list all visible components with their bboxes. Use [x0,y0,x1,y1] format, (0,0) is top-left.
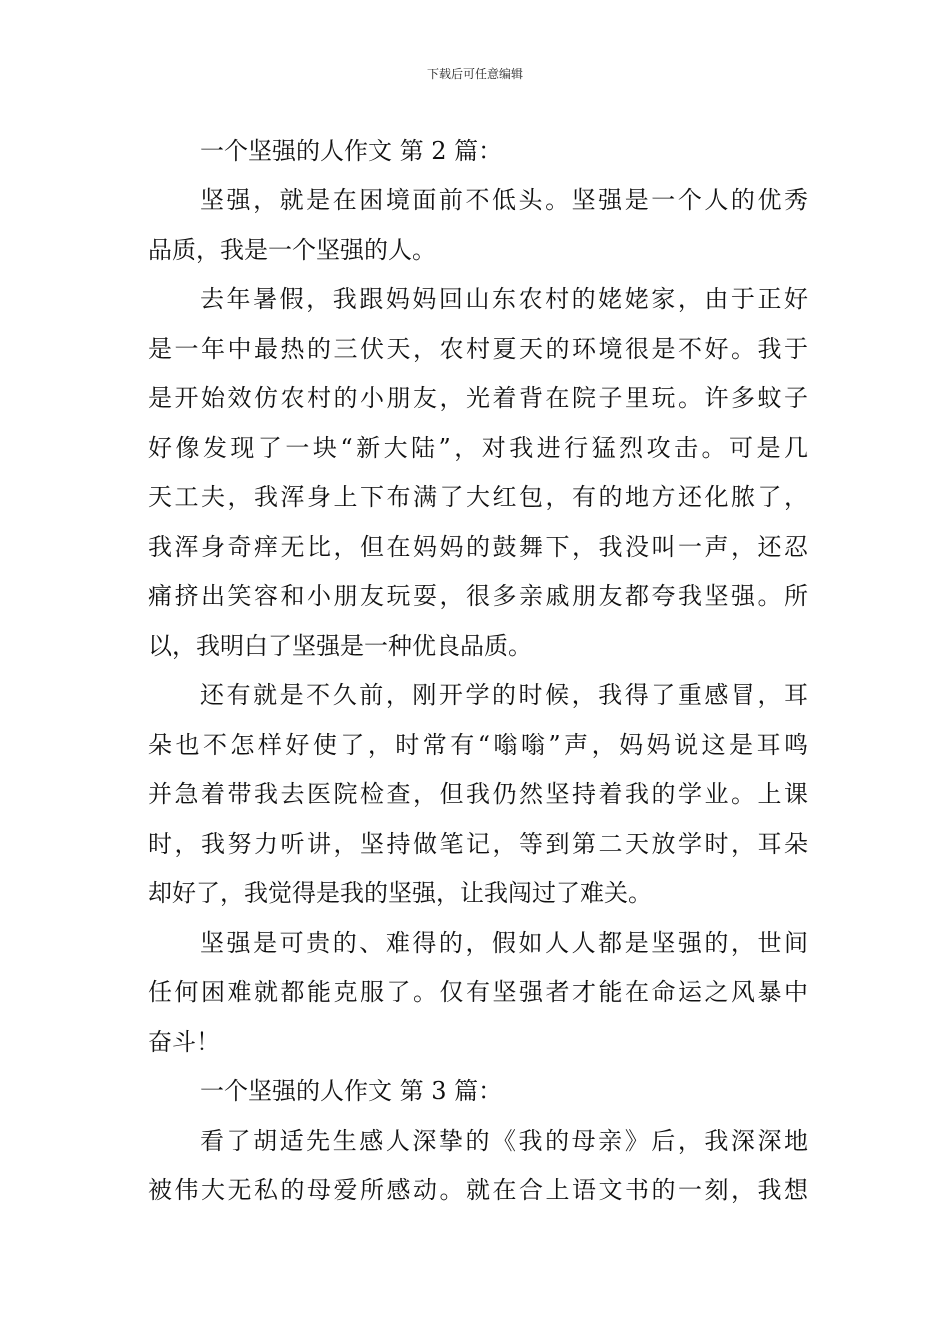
text-line: 奋斗！ [148,1028,220,1056]
text-line: 坚强是可贵的、难得的，假如人人都是坚强的，世间 [200,929,808,957]
text-line: 坚强，就是在困境面前不低头。坚强是一个人的优秀 [200,186,808,214]
text-line: 痛挤出笑容和小朋友玩耍，很多亲戚朋友都夸我坚强。所 [148,582,808,610]
text-line: 去年暑假，我跟妈妈回山东农村的姥姥家，由于正好 [200,285,808,313]
text-line: 我浑身奇痒无比，但在妈妈的鼓舞下，我没叫一声，还忍 [148,533,808,561]
text-line: 被伟大无私的母爱所感动。就在合上语文书的一刻，我想 [148,1176,808,1204]
text-line: 却好了，我觉得是我的坚强，让我闯过了难关。 [148,879,652,907]
text-line: 品质，我是一个坚强的人。 [148,236,436,264]
text-line: 以，我明白了坚强是一种优良品质。 [148,632,532,660]
text-line: 天工夫，我浑身上下布满了大红包，有的地方还化脓了， [148,483,808,511]
text-line: 还有就是不久前，刚开学的时候，我得了重感冒，耳 [200,681,808,709]
text-line: 是一年中最热的三伏天，农村夏天的环境很是不好。我于 [148,335,808,363]
text-line: 看了胡适先生感人深挚的《我的母亲》后，我深深地 [200,1127,808,1155]
text-line: 并急着带我去医院检查，但我仍然坚持着我的学业。上课 [148,780,808,808]
text-line: 是开始效仿农村的小朋友，光着背在院子里玩。许多蚊子 [148,384,808,412]
text-line: 一个坚强的人作文 第 3 篇： [200,1077,503,1105]
text-line: 朵也不怎样好使了，时常有“嗡嗡”声，妈妈说这是耳鸣 [148,731,808,759]
text-line: 一个坚强的人作文 第 2 篇： [200,137,503,165]
text-line: 时，我努力听讲，坚持做笔记，等到第二天放学时，耳朵 [148,830,808,858]
text-line: 好像发现了一块“新大陆”，对我进行猛烈攻击。可是几 [148,434,808,462]
page-header: 下载后可任意编辑 [426,67,523,81]
text-line: 任何困难就都能克服了。仅有坚强者才能在命运之风暴中 [148,978,808,1006]
